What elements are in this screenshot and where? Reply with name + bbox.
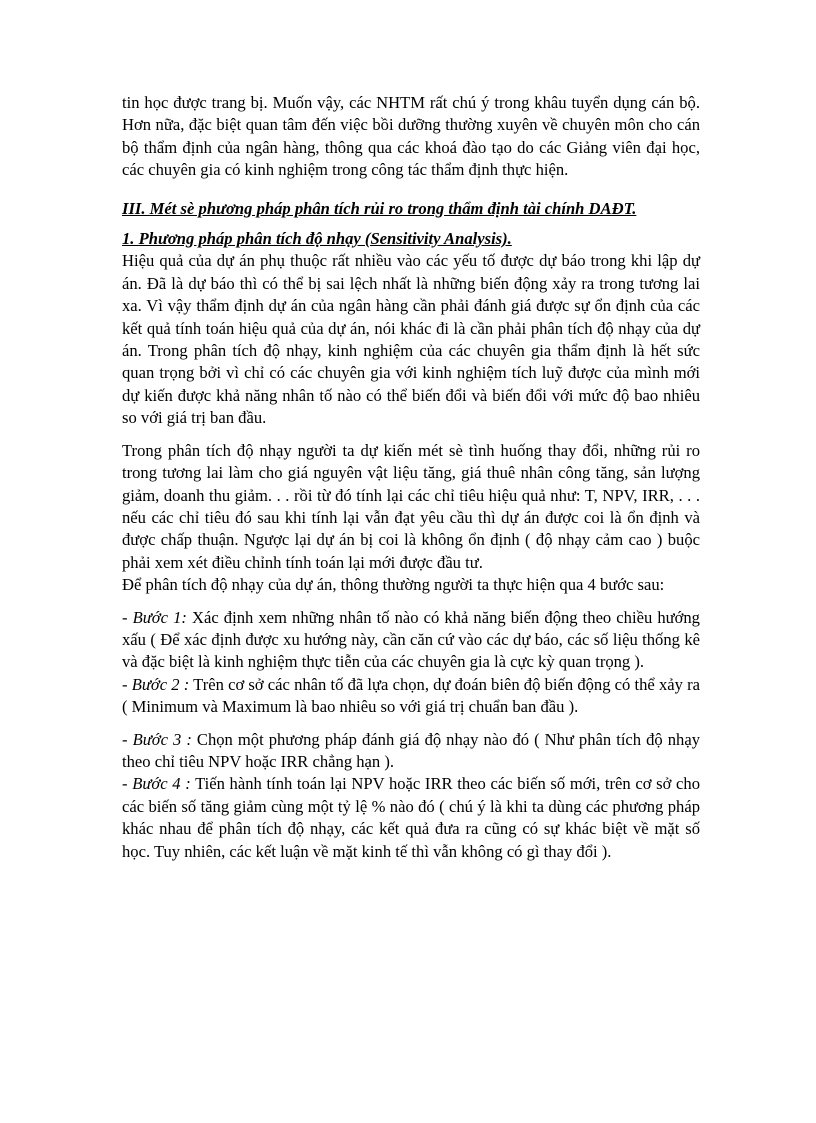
step-item bbox=[122, 729, 700, 774]
body-paragraph: Để phân tích độ nhạy của dự án, thông thường người ta thực hiện qua 4 bước sau: bbox=[122, 575, 665, 595]
document-page bbox=[122, 92, 700, 863]
subsection-heading: 1. Phương pháp phân tích độ nhạy (Sensitivity Analysis). bbox=[122, 229, 512, 249]
step-label: Bước 4 : bbox=[132, 774, 191, 794]
step-label: Bước 3 : bbox=[132, 729, 192, 749]
step-dash: - bbox=[122, 729, 133, 749]
step-text: Chọn một phương pháp đánh giá độ nhạy nào đó ( Như phân tích độ nhạy theo chỉ tiêu NPV hoặc IRR chẳng hạn ). bbox=[122, 729, 701, 771]
step-text: Xác định xem những nhân tố nào có khả năng biến động theo chiều hướng xấu ( Để xác định được xu hướng này, cần căn cứ vào các dự báo, các số liệu thống kê và đặc biệt là kinh nghiệm thực tiễn của các chuyên gia là cực kỳ quan trọng ). bbox=[122, 607, 700, 672]
intro-paragraph: tin học được trang bị. Muốn vậy, các NHTM rất chú ý trong khâu tuyển dụng cán bộ. Hơn nữa, đặc biệt quan tâm đến việc bồi dưỡng thường xuyên về chuyên môn cho cán bộ thẩm định của ngân hàng, thông qua các khoá đào tạo do các Giảng viên đại học, các chuyên gia có kinh nghiệm trong công tác thẩm định thực hiện. bbox=[122, 93, 700, 180]
step-item bbox=[122, 773, 700, 863]
step-text: Tiến hành tính toán lại NPV hoặc IRR theo các biến số mới, trên cơ sở cho các biến số tăng giảm cùng một tỷ lệ % nào đó ( chú ý là khi ta dùng các phương pháp khác nhau để phân tích độ nhạy, các kết quả đưa ra cũng có sự khác biệt về mặt số học. Tuy nhiên, các kết luận về mặt kinh tế thì vẫn không có gì thay đổi ). bbox=[122, 774, 701, 861]
body-paragraph: Trong phân tích độ nhạy người ta dự kiến mét sè tình huống thay đổi, những rủi ro trong tương lai làm cho giá nguyên vật liệu tăng, giá thuê nhân công tăng, sản lượng giảm, doanh thu giảm. . . rồi từ đó tính lại các chỉ tiêu hiệu quả như: T, NPV, IRR, . . . nếu các chỉ tiêu đó sau khi tính lại vẫn đạt yêu cầu thì dự án được coi là ổn định và được chấp thuận. Ngược lại dự án bị coi là không ổn định ( độ nhạy cảm cao ) buộc phải xem xét điều chỉnh tính toán lại mới được đầu tư. bbox=[122, 440, 700, 572]
step-dash: - bbox=[122, 674, 132, 694]
body-paragraph: Hiệu quả của dự án phụ thuộc rất nhiều vào các yếu tố được dự báo trong khi lập dự án. Đã là dự báo thì có thể bị sai lệch nhất là những biến động xảy ra trong tương lai xa. Vì vậy thẩm định dự án của ngân hàng cần phải đánh giá được sự ổn định của các kết quả tính toán hiệu quả của dự án, nói khác đi là cần phải phân tích độ nhạy của dự án. Trong phân tích độ nhạy, kinh nghiệm của các chuyên gia thẩm định là hết sức quan trọng bởi vì chỉ có các chuyên gia với kinh nghiệm tích luỹ được của mình mới dự kiến được khả năng nhân tố nào có thể biến đổi và biến đổi với mức độ bao nhiêu so với giá trị ban đầu. bbox=[122, 251, 700, 428]
step-dash: - bbox=[122, 774, 133, 794]
step-item bbox=[122, 674, 700, 719]
step-dash: - bbox=[122, 607, 133, 627]
section-heading: III. Mét sè phương pháp phân tích rủi ro trong thẩm định tài chính DAĐT. bbox=[122, 198, 637, 218]
step-text: Trên cơ sở các nhân tố đã lựa chọn, dự đoán biên độ biến động có thể xảy ra ( Minimum và Maximum là bao nhiêu so với giá trị chuẩn ban đầu ). bbox=[122, 674, 700, 717]
step-item bbox=[122, 607, 700, 674]
step-label: Bước 2 : bbox=[131, 674, 190, 694]
step-label: Bước 1: bbox=[132, 607, 187, 627]
